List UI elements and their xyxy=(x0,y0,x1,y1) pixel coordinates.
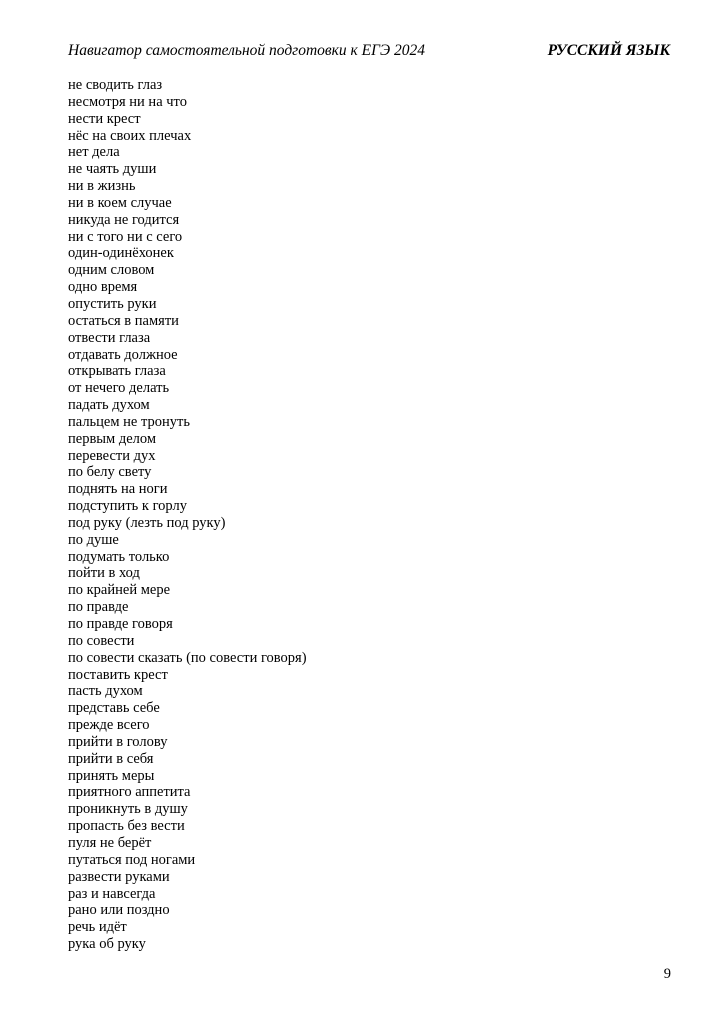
list-item: нёс на своих плечах xyxy=(68,127,192,144)
list-item: ни в жизнь xyxy=(68,178,136,195)
list-item: один-одинёхонек xyxy=(68,245,174,262)
list-item: представь себе xyxy=(68,700,160,717)
page-number: 9 xyxy=(663,966,671,982)
list-item: открывать глаза xyxy=(68,363,166,380)
list-item: проникнуть в душу xyxy=(68,801,188,818)
list-item: прийти в голову xyxy=(68,733,168,750)
list-item: поднять на ноги xyxy=(68,481,168,498)
list-item: нет дела xyxy=(68,144,120,161)
header-title: Навигатор самостоятельной подготовки к ЕГЭ 2024 xyxy=(68,42,425,59)
list-item: несмотря ни на что xyxy=(68,93,187,110)
list-item: перевести дух xyxy=(68,447,156,464)
page-header xyxy=(68,42,670,64)
list-item: остаться в памяти xyxy=(68,312,179,329)
list-item: прийти в себя xyxy=(68,750,154,767)
list-item: нести крест xyxy=(68,110,141,127)
list-item: падать духом xyxy=(68,397,150,414)
list-item: отвести глаза xyxy=(68,329,151,346)
list-item: одно время xyxy=(68,279,138,296)
list-item: не сводить глаз xyxy=(68,77,163,93)
phrase-list xyxy=(68,77,307,953)
list-item: путаться под ногами xyxy=(68,851,196,868)
list-item: по белу свету xyxy=(68,464,152,481)
list-item: развести руками xyxy=(68,868,170,885)
list-item: поставить крест xyxy=(68,666,168,683)
list-item: ни в коем случае xyxy=(68,194,172,211)
list-item: принять меры xyxy=(68,767,155,784)
list-item: не чаять души xyxy=(68,161,157,178)
list-item: по совести сказать (по совести говоря) xyxy=(68,649,307,666)
list-item: отдавать должное xyxy=(68,346,178,363)
list-item: раз и навсегда xyxy=(68,885,156,902)
list-item: по совести xyxy=(68,632,135,649)
list-item: пойти в ход xyxy=(68,565,140,582)
list-item: пропасть без вести xyxy=(68,818,185,835)
list-item: пасть духом xyxy=(68,683,143,700)
list-item: пальцем не тронуть xyxy=(68,413,190,430)
list-item: под руку (лезть под руку) xyxy=(68,514,226,531)
list-item: подумать только xyxy=(68,548,170,565)
list-item: речь идёт xyxy=(68,919,127,936)
list-item: рано или поздно xyxy=(68,902,170,919)
list-item: прежде всего xyxy=(68,717,150,734)
list-item: по правде xyxy=(68,599,129,616)
list-item: одним словом xyxy=(68,262,155,279)
list-item: ни с того ни с сего xyxy=(68,228,183,245)
list-item: никуда не годится xyxy=(68,211,180,228)
list-item: от нечего делать xyxy=(68,380,170,397)
list-item: приятного аппетита xyxy=(68,784,191,801)
list-item: пуля не берёт xyxy=(68,834,152,851)
list-item: первым делом xyxy=(68,430,157,447)
list-item: по правде говоря xyxy=(68,616,173,632)
list-item: по крайней мере xyxy=(68,582,171,599)
list-item: по душе xyxy=(68,531,119,548)
header-subject: РУССКИЙ ЯЗЫК xyxy=(547,42,670,59)
list-item: опустить руки xyxy=(68,295,157,312)
list-item: подступить к горлу xyxy=(68,498,187,515)
list-item: рука об руку xyxy=(68,936,146,953)
